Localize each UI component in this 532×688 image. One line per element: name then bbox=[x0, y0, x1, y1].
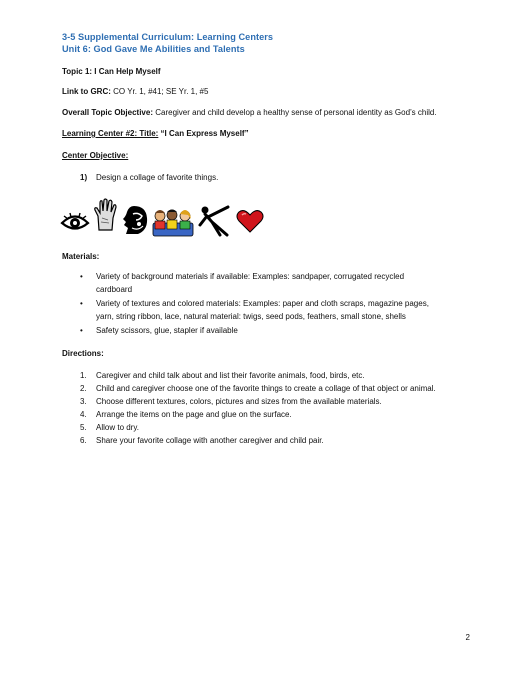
children-group-icon bbox=[152, 207, 194, 237]
materials-item bbox=[96, 324, 476, 337]
face-profile-icon bbox=[120, 204, 150, 236]
materials-heading: Materials: bbox=[62, 252, 100, 261]
materials-item-line2: yarn, string ribbon, lace, natural material: twigs, seed pods, feathers, small stone, shells bbox=[96, 312, 406, 321]
learning-center-title bbox=[62, 128, 249, 139]
bullet-icon: • bbox=[80, 299, 83, 308]
hand-icon bbox=[93, 198, 119, 232]
materials-item-line1: Safety scissors, glue, stapler if available bbox=[96, 326, 238, 335]
materials-item bbox=[96, 297, 476, 323]
page-number: 2 bbox=[465, 633, 470, 642]
materials-item-line1: Variety of textures and colored materials: Examples: paper and cloth scraps, magazine pages, bbox=[96, 299, 429, 308]
direction-text: Arrange the items on the page and glue on the surface. bbox=[96, 410, 292, 419]
materials-item-line2: cardboard bbox=[96, 285, 133, 294]
direction-text: Share your favorite collage with another caregiver and child pair. bbox=[96, 436, 324, 445]
exercising-figure-icon bbox=[198, 205, 232, 237]
link-value: CO Yr. 1, #41; SE Yr. 1, #5 bbox=[110, 87, 209, 96]
direction-number: 2. bbox=[80, 384, 87, 393]
direction-number: 6. bbox=[80, 436, 87, 445]
direction-text: Allow to dry. bbox=[96, 423, 139, 432]
overall-objective bbox=[62, 107, 437, 118]
directions-heading: Directions: bbox=[62, 349, 104, 358]
eye-icon bbox=[60, 212, 90, 234]
center-objective-heading: Center Objective: bbox=[62, 151, 129, 160]
objective-label: Overall Topic Objective: bbox=[62, 108, 153, 117]
direction-number: 3. bbox=[80, 397, 87, 406]
direction-text: Child and caregiver choose one of the favorite things to create a collage of that object or animal. bbox=[96, 384, 436, 393]
direction-text: Choose different textures, colors, pictures and sizes from the available materials. bbox=[96, 397, 382, 406]
objective-value: Caregiver and child develop a healthy sense of personal identity as God’s child. bbox=[153, 108, 437, 117]
direction-number: 5. bbox=[80, 423, 87, 432]
bullet-icon: • bbox=[80, 272, 83, 281]
materials-item-line1: Variety of background materials if available: Examples: sandpaper, corrugated recycled bbox=[96, 272, 405, 281]
curriculum-title: 3-5 Supplemental Curriculum: Learning Centers bbox=[62, 32, 274, 42]
unit-title: Unit 6: God Gave Me Abilities and Talents bbox=[62, 44, 245, 54]
bullet-icon: • bbox=[80, 326, 83, 335]
heart-icon bbox=[236, 208, 264, 234]
direction-text: Caregiver and child talk about and list their favorite animals, food, birds, etc. bbox=[96, 371, 365, 380]
materials-item bbox=[96, 270, 476, 296]
topic-title: Topic 1: I Can Help Myself bbox=[62, 67, 161, 76]
center-title-label: Learning Center #2: Title: bbox=[62, 129, 159, 138]
direction-number: 4. bbox=[80, 410, 87, 419]
direction-number: 1. bbox=[80, 371, 87, 380]
link-to-grc bbox=[62, 86, 208, 97]
link-label: Link to GRC: bbox=[62, 87, 111, 96]
center-title-value: “I Can Express Myself” bbox=[158, 129, 249, 138]
center-objective-text: Design a collage of favorite things. bbox=[96, 173, 219, 182]
center-objective-num: 1) bbox=[80, 173, 88, 182]
clipart-row bbox=[60, 198, 280, 240]
